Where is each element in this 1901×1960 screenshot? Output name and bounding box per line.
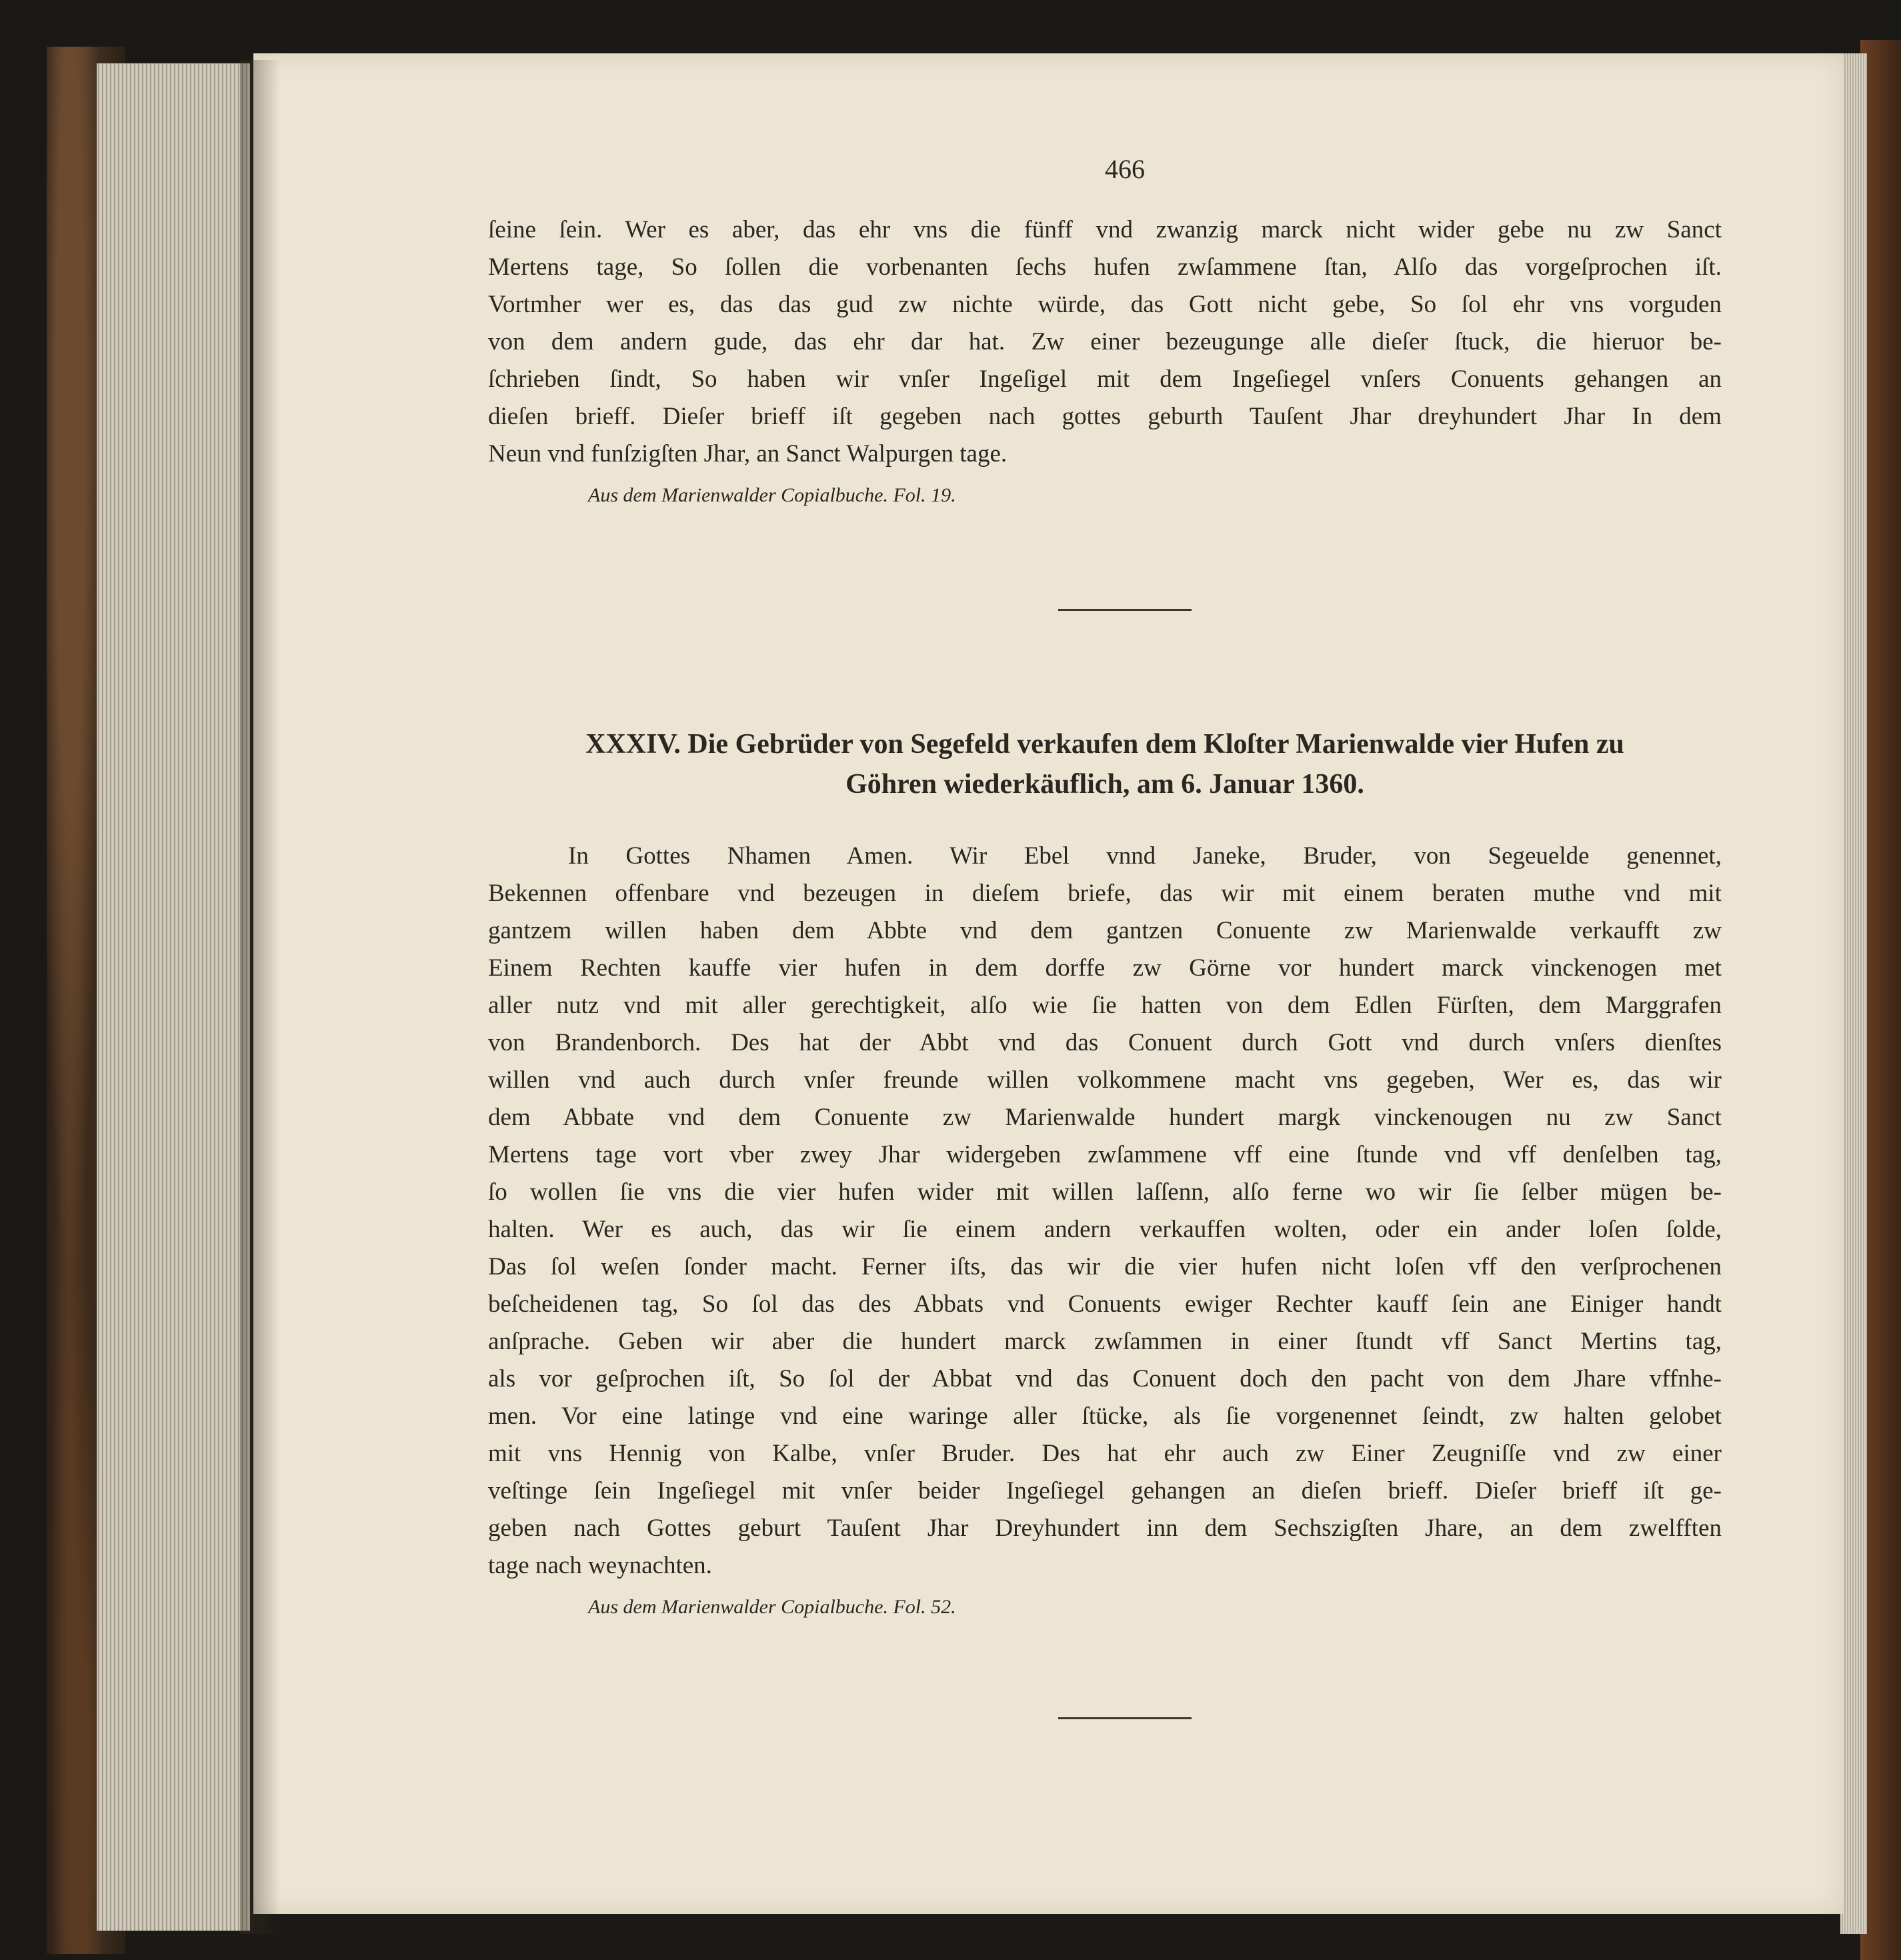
- text-line: Neun vnd funſzigſten Jhar, an Sanct Walpurgen tage.: [488, 440, 1008, 467]
- section-divider: [1058, 1717, 1192, 1719]
- text-line: Mertens tage, So ſollen die vorbenanten ſechs hufen zwſammene ſtan, Alſo das vorgeſprochen iſt.: [488, 253, 1722, 281]
- text-line: willen vnd auch durch vnſer freunde willen volkommene macht vns gegeben, Wer es, das wir: [488, 1066, 1722, 1094]
- text-line: mit vns Hennig von Kalbe, vnſer Bruder. Des hat ehr auch zw Einer Zeugniſſe vnd zw einer: [488, 1440, 1722, 1467]
- source-note-2: Aus dem Marienwalder Copialbuche. Fol. 52.: [588, 1596, 956, 1618]
- heading-line-2: Göhren wiederkäuflich, am 6. Januar 1360.: [845, 769, 1364, 800]
- source-note-1: Aus dem Marienwalder Copialbuche. Fol. 19.: [588, 484, 956, 506]
- page-edges: [97, 63, 250, 1931]
- text-line: von Brandenborch. Des hat der Abbt vnd das Conuent durch Gott vnd durch vnſers dienſtes: [488, 1029, 1722, 1056]
- text-line: Bekennen offenbare vnd bezeugen in dieſem briefe, das wir mit einem beraten muthe vnd mit: [488, 880, 1722, 907]
- text-line: ſo wollen ſie vns die vier hufen wider mit willen laſſenn, alſo ferne wo wir ſie ſelber mügen be-: [488, 1178, 1722, 1206]
- page-content: [488, 153, 1722, 1719]
- text-line: Vortmher wer es, das das gud zw nichte würde, das Gott nicht gebe, So ſol ehr vns vorguden: [488, 291, 1722, 318]
- text-line: aller nutz vnd mit aller gerechtigkeit, alſo wie ſie hatten von dem Edlen Fürſten, dem Marggrafen: [488, 992, 1722, 1019]
- page-number: 466: [1105, 154, 1145, 184]
- text-line: tage nach weynachten.: [488, 1552, 712, 1579]
- text-line: geben nach Gottes geburt Tauſent Jhar Dreyhundert inn dem Sechszigſten Jhare, an dem zwelfften: [488, 1515, 1722, 1542]
- book-page: [253, 53, 1844, 1914]
- section-divider: [1058, 609, 1192, 611]
- text-line: men. Vor eine latinge vnd eine waringe aller ſtücke, als ſie vorgenennet ſeindt, zw halten gelobet: [488, 1402, 1722, 1430]
- text-line: Das ſol weſen ſonder macht. Ferner iſts, das wir die vier hufen nicht loſen vff den verſprochenen: [488, 1253, 1722, 1280]
- text-line: ſchrieben ſindt, So haben wir vnſer Ingeſigel mit dem Ingeſiegel vnſers Conuents gehangen an: [488, 365, 1722, 393]
- text-line: ſeine ſein. Wer es aber, das ehr vns die fünff vnd zwanzig marck nicht wider gebe nu zw Sanct: [488, 216, 1722, 243]
- text-line: halten. Wer es auch, das wir ſie einem andern verkauffen wolten, oder ein ander loſen ſolde,: [488, 1216, 1722, 1243]
- text-line: In Gottes Nhamen Amen. Wir Ebel vnnd Janeke, Bruder, von Segeuelde genennet,: [568, 842, 1722, 870]
- gutter-shadow: [240, 60, 280, 1934]
- text-line: dem Abbate vnd dem Conuente zw Marienwalde hundert margk vinckenougen nu zw Sanct: [488, 1104, 1722, 1131]
- text-line: Einem Rechten kauffe vier hufen in dem dorffe zw Görne vor hundert marck vinckenogen met: [488, 954, 1722, 982]
- text-line: anſprache. Geben wir aber die hundert marck zwſammen in einer ſtundt vff Sanct Mertins tag,: [488, 1328, 1722, 1355]
- text-line: dieſen brieff. Dieſer brieff iſt gegeben nach gottes geburth Tauſent Jhar dreyhundert Jhar In dem: [488, 403, 1722, 430]
- text-line: veſtinge ſein Ingeſiegel mit vnſer beider Ingeſiegel gehangen an dieſen brieff. Dieſer brieff iſt ge-: [488, 1477, 1722, 1505]
- section-heading: [488, 724, 1722, 804]
- text-line: als vor geſprochen iſt, So ſol der Abbat vnd das Conuent doch den pacht von dem Jhare vffnhe-: [488, 1365, 1722, 1392]
- text-line: gantzem willen haben dem Abbte vnd dem gantzen Conuente zw Marienwalde verkaufft zw: [488, 917, 1722, 944]
- text-line: beſcheidenen tag, So ſol das des Abbats vnd Conuents ewiger Rechter kauff ſein ane Einiger handt: [488, 1290, 1722, 1318]
- right-page-edges: [1840, 53, 1867, 1934]
- document-1-text: [488, 211, 1722, 473]
- text-line: von dem andern gude, das ehr dar hat. Zw einer bezeugunge alle dieſer ſtuck, die hieruor be-: [488, 328, 1722, 355]
- heading-line-1: XXXIV. Die Gebrüder von Segefeld verkaufen dem Kloſter Marienwalde vier Hufen zu: [585, 729, 1624, 760]
- document-2-text: [488, 838, 1722, 1585]
- text-line: Mertens tage vort vber zwey Jhar widergeben zwſammene vff eine ſtunde vnd vff denſelben tag,: [488, 1141, 1722, 1168]
